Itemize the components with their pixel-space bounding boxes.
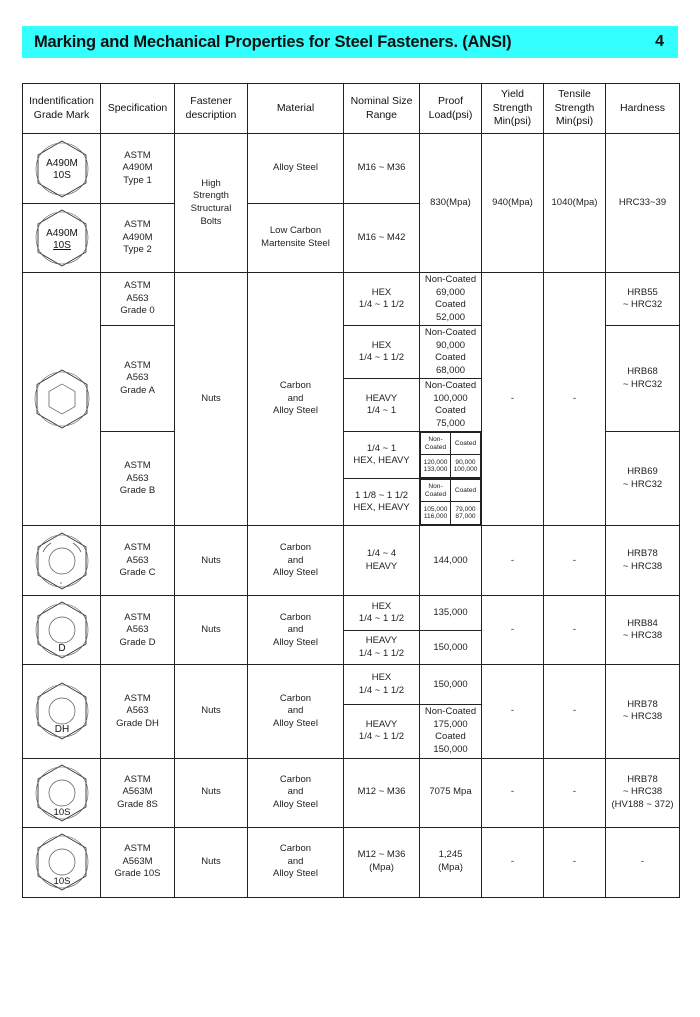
size-cell: M12 ~ M36 <box>344 758 420 827</box>
size-cell: HEAVY 1/4 ~ 1 <box>344 379 420 432</box>
table-row <box>23 827 680 897</box>
material-cell: Carbon and Alloy Steel <box>248 665 344 758</box>
proof-cell: 1,245 (Mpa) <box>420 827 482 897</box>
fastener-cell: Nuts <box>175 665 248 758</box>
yield-cell: 940(Mpa) <box>482 134 544 273</box>
size-cell: M16 ~ M42 <box>344 204 420 273</box>
hex-nut-grade-dh-icon <box>31 680 93 742</box>
yield-cell: - <box>482 273 544 526</box>
yield-cell: - <box>482 827 544 897</box>
col-grade-mark: Indentification Grade Mark <box>23 84 101 134</box>
svg-text:DH: DH <box>54 724 69 736</box>
hardness-cell: - <box>606 827 680 897</box>
size-cell: HEX 1/4 ~ 1 1/2 <box>344 326 420 379</box>
yield-cell: - <box>482 665 544 758</box>
material-cell: Carbon and Alloy Steel <box>248 526 344 596</box>
svg-text:A490M: A490M <box>45 157 78 169</box>
size-cell: HEAVY 1/4 ~ 1 1/2 <box>344 705 420 758</box>
spec-cell: ASTM A490M Type 1 <box>101 134 175 204</box>
tensile-cell: - <box>544 526 606 596</box>
yield-cell: - <box>482 758 544 827</box>
size-cell: HEX 1/4 ~ 1 1/2 <box>344 596 420 631</box>
tensile-cell: - <box>544 665 606 758</box>
spec-cell: ASTM A563 Grade A <box>101 326 175 432</box>
hardness-cell: HRB78 ~ HRC38 <box>606 665 680 758</box>
proof-cell: 150,000 <box>420 665 482 705</box>
grade-mark-cell <box>23 596 101 665</box>
fastener-cell: Nuts <box>175 596 248 665</box>
hardness-cell: HRB84 ~ HRC38 <box>606 596 680 665</box>
proof-cell: Non-Coated 69,000 Coated 52,000 <box>420 273 482 326</box>
tensile-cell: - <box>544 827 606 897</box>
tensile-cell: - <box>544 273 606 526</box>
col-tensile: Tensile Strength Min(psi) <box>544 84 606 134</box>
svg-text:10S: 10S <box>52 169 71 181</box>
page-number: 4 <box>655 33 664 50</box>
hex-bolt-head-icon <box>31 207 93 269</box>
grade-mark-cell <box>23 526 101 596</box>
proof-cell: Non-Coated 90,000 Coated 68,000 <box>420 326 482 379</box>
grade-mark-cell <box>23 204 101 273</box>
proof-cell <box>420 432 482 479</box>
page-title: Marking and Mechanical Properties for Steel Fasteners. (ANSI) <box>34 32 512 51</box>
spec-cell: ASTM A563M Grade 10S <box>101 827 175 897</box>
fastener-cell: Nuts <box>175 758 248 827</box>
grade-mark-cell <box>23 758 101 827</box>
col-material: Material <box>248 84 344 134</box>
col-proof-load: Proof Load(psi) <box>420 84 482 134</box>
col-yield: Yield Strength Min(psi) <box>482 84 544 134</box>
size-cell: 1 1/8 ~ 1 1/2 HEX, HEAVY <box>344 479 420 526</box>
table-row <box>23 273 680 326</box>
material-cell: Carbon and Alloy Steel <box>248 596 344 665</box>
material-cell: Low Carbon Martensite Steel <box>248 204 344 273</box>
hex-bolt-head-icon <box>31 138 93 200</box>
fastener-cell: Nuts <box>175 273 248 526</box>
page-header-banner <box>22 26 678 58</box>
hardness-cell: HRB68 ~ HRC32 <box>606 326 680 432</box>
proof-cell: 830(Mpa) <box>420 134 482 273</box>
fastener-cell: High Strength Structural Bolts <box>175 134 248 273</box>
table-row <box>23 596 680 631</box>
grade-mark-cell <box>23 273 101 526</box>
col-hardness: Hardness <box>606 84 680 134</box>
hex-nut-grade-c-icon <box>31 530 93 592</box>
proof-cell: Non-Coated 100,000 Coated 75,000 <box>420 379 482 432</box>
spec-cell: ASTM A563 Grade D <box>101 596 175 665</box>
material-cell: Alloy Steel <box>248 134 344 204</box>
hex-nut-grade-8s-icon <box>31 762 93 824</box>
proof-cell: 135,000 <box>420 596 482 631</box>
spec-cell: ASTM A563 Grade DH <box>101 665 175 758</box>
fastener-properties-table <box>22 83 680 898</box>
fastener-cell: Nuts <box>175 526 248 596</box>
hardness-cell: HRB78 ~ HRC38 (HV188 ~ 372) <box>606 758 680 827</box>
hex-nut-grade-10s-icon <box>31 831 93 893</box>
material-cell: Carbon and Alloy Steel <box>248 758 344 827</box>
size-cell: HEX 1/4 ~ 1 1/2 <box>344 273 420 326</box>
hardness-cell: HRC33~39 <box>606 134 680 273</box>
table-row <box>23 758 680 827</box>
table-row <box>23 134 680 204</box>
yield-cell: - <box>482 596 544 665</box>
proof-cell: 144,000 <box>420 526 482 596</box>
table-header-row <box>23 84 680 134</box>
tensile-cell: - <box>544 596 606 665</box>
size-cell: 1/4 ~ 4 HEAVY <box>344 526 420 596</box>
grade-mark-cell <box>23 134 101 204</box>
proof-cell: 150,000 <box>420 631 482 665</box>
hardness-cell: HRB69 ~ HRC32 <box>606 432 680 526</box>
svg-text:D: D <box>57 643 66 655</box>
proof-subtable: Non- Coated Coated 105,000 116,000 79,000 87,000 <box>420 479 481 525</box>
svg-text:A490M: A490M <box>45 228 78 239</box>
table-row <box>23 526 680 596</box>
grade-mark-cell <box>23 827 101 897</box>
col-fastener: Fastener description <box>175 84 248 134</box>
material-cell: Carbon and Alloy Steel <box>248 273 344 526</box>
proof-cell: 7075 Mpa <box>420 758 482 827</box>
hex-nut-grade-d-icon <box>31 599 93 661</box>
tensile-cell: - <box>544 758 606 827</box>
proof-subtable: Non- Coated Coated 120,000 133,000 90,000 100,000 <box>420 432 481 478</box>
grade-mark-cell <box>23 665 101 758</box>
size-cell: HEAVY 1/4 ~ 1 1/2 <box>344 631 420 665</box>
size-cell: 1/4 ~ 1 HEX, HEAVY <box>344 432 420 479</box>
proof-cell: Non-Coated 175,000 Coated 150,000 <box>420 705 482 758</box>
yield-cell: - <box>482 526 544 596</box>
tensile-cell: 1040(Mpa) <box>544 134 606 273</box>
proof-cell <box>420 479 482 526</box>
col-specification: Specification <box>101 84 175 134</box>
hex-nut-icon <box>30 367 94 431</box>
spec-cell: ASTM A563 Grade B <box>101 432 175 526</box>
material-cell: Carbon and Alloy Steel <box>248 827 344 897</box>
size-cell: M12 ~ M36 (Mpa) <box>344 827 420 897</box>
table-row <box>23 665 680 705</box>
spec-cell: ASTM A563M Grade 8S <box>101 758 175 827</box>
hardness-cell: HRB55 ~ HRC32 <box>606 273 680 326</box>
svg-text:10S: 10S <box>52 240 71 251</box>
svg-text:10S: 10S <box>53 806 70 818</box>
spec-cell: ASTM A563 Grade 0 <box>101 273 175 326</box>
hardness-cell: HRB78 ~ HRC38 <box>606 526 680 596</box>
size-cell: M16 ~ M36 <box>344 134 420 204</box>
size-cell: HEX 1/4 ~ 1 1/2 <box>344 665 420 705</box>
spec-cell: ASTM A563 Grade C <box>101 526 175 596</box>
svg-text:10S: 10S <box>53 876 70 887</box>
fastener-cell: Nuts <box>175 827 248 897</box>
col-size: Nominal Size Range <box>344 84 420 134</box>
spec-cell: ASTM A490M Type 2 <box>101 204 175 273</box>
